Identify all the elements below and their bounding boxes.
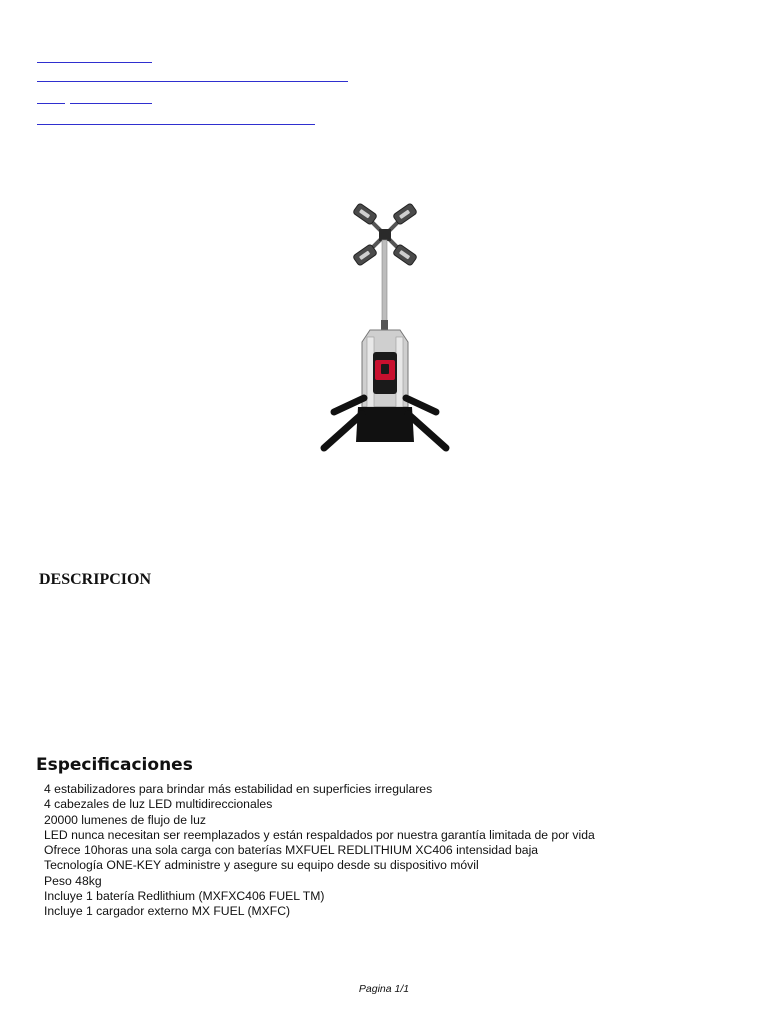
link-underline-2[interactable]: [37, 81, 348, 82]
list-item: Incluye 1 batería Redlithium (MXFXC406 FUEL TM): [44, 889, 325, 904]
list-item: 20000 lumenes de flujo de luz: [44, 812, 206, 827]
description-heading: DESCRIPCION: [39, 571, 152, 588]
list-item: Tecnología ONE-KEY administre y asegure su equipo desde su dispositivo móvil: [44, 858, 479, 873]
link-underline-1[interactable]: [37, 62, 152, 63]
specifications-list: [44, 782, 595, 920]
list-item: Incluye 1 cargador externo MX FUEL (MXFC): [44, 904, 291, 919]
list-item: LED nunca necesitan ser reemplazados y están respaldados por nuestra garantía limitada de por vida: [44, 827, 595, 842]
product-image: [318, 202, 452, 460]
link-underline-3b[interactable]: [70, 103, 152, 104]
list-item: 4 cabezales de luz LED multidireccionales: [44, 797, 273, 812]
link-underline-3a[interactable]: [37, 103, 65, 104]
page-number: Pagina 1/1: [358, 983, 410, 995]
link-underline-4[interactable]: [37, 124, 315, 125]
list-item: 4 estabilizadores para brindar más estabilidad en superficies irregulares: [44, 782, 433, 796]
list-item: Ofrece 10horas una sola carga con baterías MXFUEL REDLITHIUM XC406 intensidad baja: [44, 843, 539, 858]
specifications-heading: Especificaciones: [36, 755, 193, 775]
list-item: Peso 48kg: [44, 873, 102, 888]
